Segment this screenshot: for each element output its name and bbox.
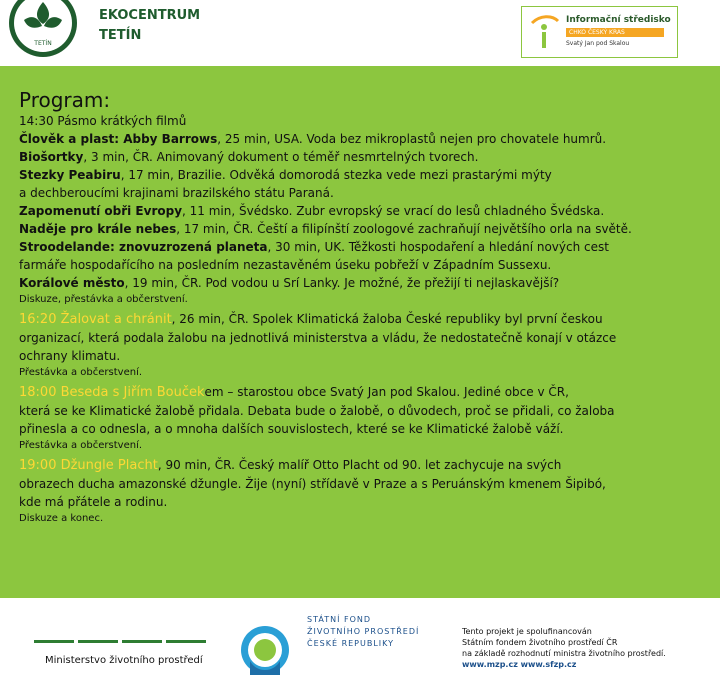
film-3: Stezky Peabiru, 17 min, Brazilie. Odvěká domorodá stezka vede mezi prastarými mýty [19,168,552,182]
film-5: Naděje pro krále nebes, 17 min, ČR. Čeští a filipínští zoologové zachraňují největšího orla na světě. [19,222,632,236]
block-2-line-1: 16:20 Žalovat a chránit, 26 min, ČR. Spolek Klimatická žaloba České republiky byl první českou [19,312,603,327]
block-3-line-3: přinesla a co odnesla, a o mnoha dalších souvislostech, které se ke Klimatické žalobě váží. [19,422,564,436]
note-4: Diskuze a konec. [19,513,104,524]
sfzp-logo-icon [240,625,290,675]
film-7: Korálové město, 19 min, ČR. Pod vodou u Srí Lanky. Je možné, že přežijí ti nejlaskavější? [19,276,560,290]
cofin-urls[interactable]: www.mzp.cz www.sfzp.cz [462,660,577,669]
block-3-line-2: která se ke Klimatické žalobě přidala. Debata bude o žalobě, o důvodech, proč se přidali, co žaloba [19,404,615,418]
block-3-line-1: 18:00 Beseda s Jiřím Boučekem – starostou obce Svatý Jan pod Skalou. Jediné obce v ČR, [19,385,569,400]
cofin-line-1: Tento projekt je spolufinancován [462,627,592,636]
film-6: Stroodelande: znovuzrozená planeta, 30 min, UK. Těžkosti hospodaření a hledání nových cest [19,240,609,254]
block-4-line-2: obrazech ducha amazonské džungle. Žije (nyní) střídavě v Praze a s Peruánským kmenem Šipibó, [19,477,606,491]
program-content [19,88,714,529]
info-centre-band: CHKO ČESKÝ KRAS [566,28,664,37]
film-6-cont: farmáře hospodařícího na posledním nezastavěném úseku pobřeží v Západním Sussexu. [19,258,552,272]
film-2: Biošortky, 3 min, ČR. Animovaný dokument o téměř nesmrtelných tvorech. [19,150,479,164]
mzp-label: Ministerstvo životního prostředí [45,655,203,666]
block-2-line-2: organizací, která podala žalobu na jednotlivá ministerstva a vládu, že nedostatečně konají v otázce [19,331,617,345]
film-4: Zapomenutí obři Evropy, 11 min, Švédsko. Zubr evropský se vrací do lesů chladného Švédska. [19,204,605,218]
block-4-line-1: 19:00 Džungle Placht, 90 min, ČR. Český malíř Otto Placht od 90. let zachycuje na svých [19,458,562,473]
logo-text: TETÍN [34,40,52,47]
cofinancing-note [462,626,666,670]
info-centre-logo [521,6,678,58]
block-1-time: 14:30 Pásmo krátkých filmů [19,114,187,128]
header [0,0,720,66]
info-centre-subtitle: Svatý Jan pod Skalou [566,40,630,47]
note-2: Přestávka a občerstvení. [19,367,143,378]
block-4-line-3: kde má přátele a rodinu. [19,495,168,509]
film-3-cont: a dechberoucími krajinami brazilského státu Paraná. [19,186,334,200]
org-line-1: EKOCENTRUM [99,8,201,23]
sfzp-line-1: STÁTNÍ FOND [307,615,372,624]
footer [0,598,720,675]
cofin-line-3: na základě rozhodnutí ministra životního prostředí. [462,649,666,658]
program-panel [0,66,720,598]
cofin-line-2: Státním fondem životního prostředí ČR [462,638,618,647]
ekocentrum-logo-icon [8,0,78,58]
note-3: Přestávka a občerstvení. [19,440,143,451]
info-centre-title: Informační středisko [566,15,671,25]
mzp-logo-bar [34,640,206,643]
sfzp-line-2: ŽIVOTNÍHO PROSTŘEDÍ [307,627,420,636]
block-2-line-3: ochrany klimatu. [19,349,121,363]
info-person-icon [528,13,562,51]
film-1: Člověk a plast: Abby Barrows, 25 min, USA. Voda bez mikroplastů nejen pro chovatele humrů. [19,132,607,146]
sfzp-text [307,614,419,650]
program-title: Program: [19,88,111,112]
sfzp-line-3: ČESKÉ REPUBLIKY [307,639,395,648]
organization-name [99,6,200,46]
org-line-2: TETÍN [99,28,142,43]
note-1: Diskuze, přestávka a občerstvení. [19,294,188,305]
